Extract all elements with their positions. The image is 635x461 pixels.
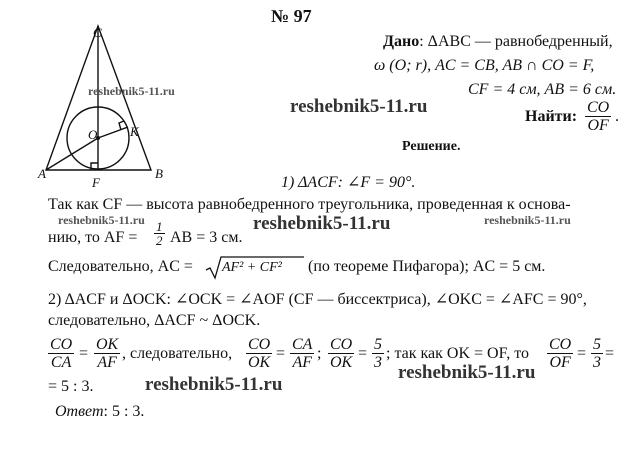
watermark-5: reshebnik5-11.ru (484, 213, 571, 227)
solution-line-c-post: (по теореме Пифагора); AC = 5 см. (308, 258, 546, 275)
solution-line-c-pre: Следовательно, AC = (48, 258, 193, 275)
label-b: B (155, 166, 163, 181)
fraction-co-of: $\frac{CO}{OF}$ (549, 336, 572, 371)
given-line-3: CF = 4 см, AB = 6 см. (468, 81, 617, 98)
label-o: O (88, 127, 98, 142)
watermark-6: reshebnik5-11.ru (145, 374, 283, 395)
step-2-line-a: 2) ΔACF и ΔOCK: ∠OCK = ∠AOF (CF — биссектриса), ∠OKC = ∠AFC = 90°, (48, 291, 587, 308)
answer-line: Ответ: 5 : 3. (55, 403, 145, 420)
equals-4: = (577, 345, 587, 362)
fraction-co-ok: $\frac{CO}{OK}$ (248, 336, 271, 371)
equals-1: = (79, 345, 89, 362)
fraction-co-ca: $\frac{CO}{CA}$ (50, 336, 73, 371)
watermark-4: reshebnik5-11.ru (253, 213, 391, 234)
fraction-5-3: $\frac{5}{3}$ (374, 336, 382, 371)
half-fraction: $\frac{1}{2}$ (156, 219, 163, 248)
find-label: Найти: (525, 108, 578, 125)
semicolon-1: ; (317, 345, 322, 362)
fraction-5-3-2: $\frac{5}{3}$ (593, 336, 601, 371)
solution-line-b-pre: нию, то AF = (48, 229, 138, 246)
label-a: A (38, 166, 46, 181)
label-k: K (130, 124, 139, 139)
sqrt-content: AF² + CF² (222, 260, 282, 275)
proportion-tail: = 5 : 3. (48, 378, 94, 395)
step-2-line-b: следовательно, ΔACF ~ ΔOCK. (48, 312, 261, 329)
watermark-7: reshebnik5-11.ru (398, 362, 536, 383)
watermark-1: reshebnik5-11.ru (88, 84, 175, 98)
proportion-mid-1: , следовательно, (122, 345, 233, 362)
given-line-2: ω (O; r), AC = CB, AB ∩ CO = F, (374, 57, 595, 74)
radius-ok (98, 127, 128, 138)
watermark-3: reshebnik5-11.ru (58, 213, 145, 227)
triangle-figure (35, 20, 195, 220)
find-end: . (615, 108, 619, 125)
fraction-ok-af: $\frac{OK}{AF}$ (96, 336, 119, 371)
solution-line-a: Так как CF — высота равнобедренного треугольника, проведенная к основа- (48, 196, 571, 213)
label-f: F (92, 175, 100, 190)
problem-number: № 97 (271, 6, 312, 26)
equals-3: = (358, 345, 368, 362)
find-fraction: $\frac{CO}{OF}$ (587, 99, 610, 134)
solution-heading: Решение. (402, 139, 461, 154)
step-1: 1) ΔACF: ∠F = 90°. (281, 174, 416, 191)
given-line-1: Дано: ΔABC — равнобедренный, (383, 33, 613, 50)
label-c: C (93, 25, 102, 40)
solution-line-b-post: AB = 3 см. (170, 229, 243, 246)
equals-5: = (605, 345, 615, 362)
equals-2: = (276, 345, 286, 362)
watermark-2: reshebnik5-11.ru (290, 96, 428, 117)
proportion-mid-2: ; так как OK = OF, то (386, 345, 529, 362)
fraction-co-ok-2: $\frac{CO}{OK}$ (330, 336, 353, 371)
fraction-ca-af: $\frac{CA}{AF}$ (292, 336, 313, 371)
